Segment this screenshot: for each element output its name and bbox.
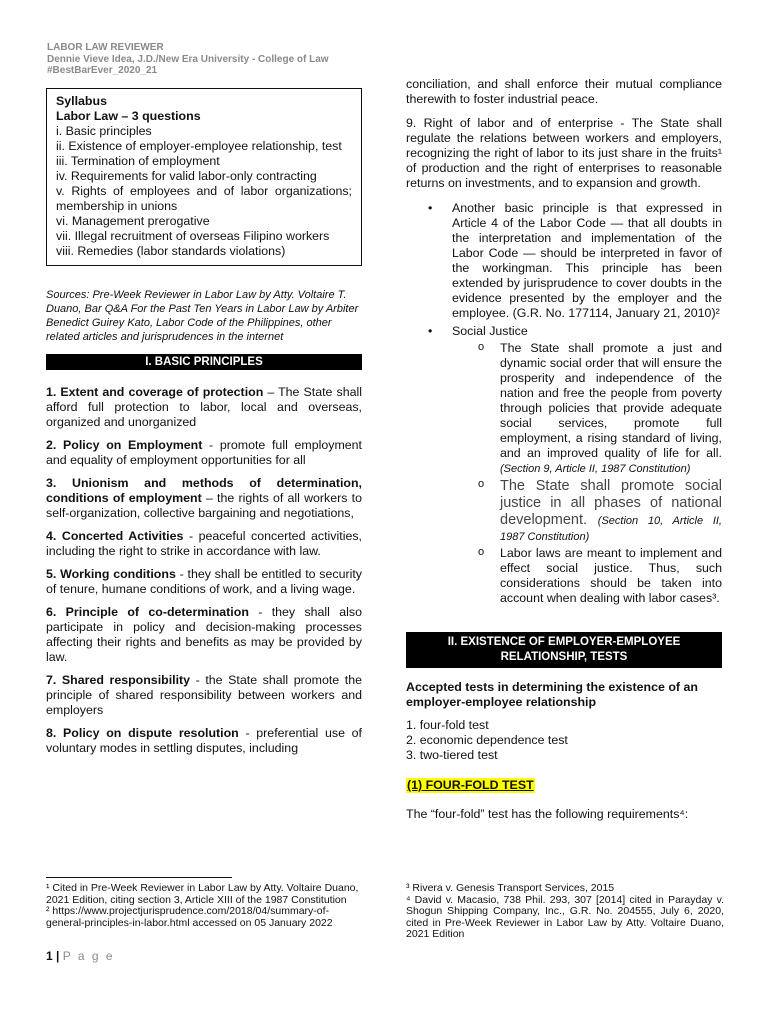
principle-item [46, 385, 362, 430]
bullet-list [406, 201, 722, 606]
tests-heading: Accepted tests in determining the existence of an employer-employee relationship [406, 680, 698, 709]
sub-bullet-text: The State shall promote a just and dynamic social order that will ensure the prosperity and independence of the nation and free the people from poverty through policies that provide adequate social services, promote full employment, a rising standard of living, and an improved quality of life for all. [500, 341, 722, 460]
syllabus-item: vii. Illegal recruitment of overseas Filipino workers [56, 229, 330, 243]
sources-note: Sources: Pre-Week Reviewer in Labor Law by Atty. Voltaire T. Duano, Bar Q&A For the Past Ten Years in Labor Law by Arbiter Benedict Guirey Kato, Labor Code of the Philippines, other related articles and jurisprudences in the internet [46, 289, 359, 343]
test-item: 1. four-fold test [406, 718, 489, 732]
highlighted-subheading: (1) FOUR-FOLD TEST [407, 778, 534, 792]
header-author: Dennie Vieve Idea, J.D./New Era University - College of Law [47, 53, 329, 65]
principle-item [46, 726, 362, 756]
principle-heading: 3. Unionism and methods of determination, conditions of employment [46, 476, 362, 505]
sub-bullet-text: The State shall promote social justice in all phases of national development. [500, 478, 722, 528]
principle-item [46, 605, 362, 665]
test-item: 2. economic dependence test [406, 733, 568, 747]
header-title: LABOR LAW REVIEWER [47, 42, 164, 53]
banner-line: RELATIONSHIP, TESTS [500, 651, 628, 663]
page-label: P a g e [62, 949, 115, 963]
principle-heading: 2. Policy on Employment [46, 438, 203, 452]
footnote-4: ⁴ David v. Macasio, 738 Phil. 293, 307 [2014] cited in Parayday v. Shogun Shipping Company, Inc., G.R. No. 204555, July 6, 2020, cited in Pre-Week Reviewer in Labor Law by Atty. Voltaire Duano, 2021 Edition [406, 893, 724, 940]
section-banner-employer-employee [406, 632, 722, 668]
four-fold-intro: The “four-fold” test has the following requirements⁴: [406, 807, 689, 821]
principle-heading: 4. Concerted Activities [46, 529, 184, 543]
footnotes-right [406, 883, 724, 941]
principle-heading: 7. Shared responsibility [46, 673, 191, 687]
principle-heading: 6. Principle of co-determination [46, 605, 249, 619]
syllabus-subtitle: Labor Law – 3 questions [56, 109, 201, 123]
sub-bullet-item [452, 341, 722, 477]
syllabus-item: ii. Existence of employer-employee relationship, test [56, 139, 342, 153]
principle-text: - promote full employment and equality of employment opportunities for all [46, 438, 363, 467]
tests-list [406, 718, 722, 763]
footnote-1: ¹ Cited in Pre-Week Reviewer in Labor Law by Atty. Voltaire Duano, 2021 Edition, citing section 3, Article XIII of the 1987 Constitution [46, 882, 359, 906]
page-number-value: 1 [46, 949, 53, 963]
principle-item [46, 673, 362, 718]
syllabus-item: iii. Termination of employment [56, 154, 220, 168]
sub-bullet-item [452, 546, 722, 606]
footnotes-left [46, 883, 364, 929]
bullet-item-social-justice [406, 324, 722, 606]
principle-text: - they shall be entitled to security of tenure, humane conditions of work, and a living wage. [46, 567, 362, 596]
principle-heading: 8. Policy on dispute resolution [46, 726, 239, 740]
left-column [46, 88, 362, 764]
principle-text: – The State shall afford full protection to labor, local and overseas, organized and unorganized [46, 385, 362, 429]
footnote-2: ² https://www.projectjurisprudence.com/2018/04/summary-of-general-principles-in-labor.html accessed on 05 January 2022 [46, 905, 333, 929]
principle-item [46, 529, 362, 559]
principle-item [46, 438, 362, 468]
syllabus-item: v. Rights of employees and of labor organizations; membership in unions [56, 184, 352, 213]
principle-item [46, 567, 362, 597]
banner-line: II. EXISTENCE OF EMPLOYER-EMPLOYEE [447, 636, 681, 648]
citation: (Section 10, Article II, 1987 Constitution) [500, 515, 722, 543]
page-number [46, 949, 115, 963]
syllabus-item: viii. Remedies (labor standards violations) [56, 244, 286, 258]
continued-paragraph: conciliation, and shall enforce their mutual compliance therewith to foster industrial peace. [406, 77, 722, 106]
page-separator: | [56, 949, 60, 963]
syllabus-item: vi. Management prerogative [56, 214, 210, 228]
header-hashtag: #BestBarEver_2020_21 [47, 65, 158, 76]
principle-text: - preferential use of voluntary modes in settling disputes, including [46, 726, 362, 755]
syllabus-item: iv. Requirements for valid labor-only contracting [56, 169, 317, 183]
principle-text: - peaceful concerted activities, including the right to strike in accordance with law. [46, 529, 362, 558]
principle-item-9: 9. Right of labor and of enterprise - The State shall regulate the relations between workers and employers, recognizing the right of labor to its just share in the fruits¹ of production and the right of enterprises to reasonable returns on investments, and to expansion and growth. [406, 116, 722, 190]
principle-heading: 5. Working conditions [46, 567, 176, 581]
syllabus-box [46, 88, 362, 266]
principle-heading: 1. Extent and coverage of protection [46, 385, 264, 399]
sub-bullet-item [452, 478, 722, 545]
right-column [406, 77, 722, 822]
bullet-label: Social Justice [452, 324, 528, 338]
footnote-divider [46, 877, 232, 878]
principle-item [46, 476, 362, 521]
footnote-3: ³ Rivera v. Genesis Transport Services, 2015 [406, 882, 615, 894]
section-banner-basic-principles: I. BASIC PRINCIPLES [46, 354, 362, 370]
sub-bullet-text: Labor laws are meant to implement and effect social justice. Thus, such considerations should be taken into account when dealing with labor cases³. [500, 546, 722, 605]
principle-text: - they shall also participate in policy and decision-making processes affecting their rights and benefits as may be provided by law. [46, 605, 363, 664]
principle-text: – the rights of all workers to self-organization, collective bargaining and negotiations, [46, 491, 363, 520]
document-header [47, 42, 367, 77]
test-item: 3. two-tiered test [406, 748, 498, 762]
sub-bullet-list [452, 341, 722, 606]
bullet-item-article-4: • Another basic principle is that expressed in Article 4 of the Labor Code — that all doubts in the interpretation and implementation of the Labor Code — should be interpreted in favor of the workingman. This principle has been extended by jurisprudence to cover doubts in the evidence presented by the employer and the employee. (G.R. No. 177114, January 21, 2010)² [406, 201, 722, 321]
syllabus-title: Syllabus [56, 94, 107, 108]
citation: (Section 9, Article II, 1987 Constitution) [500, 463, 691, 475]
syllabus-item: i. Basic principles [56, 124, 152, 138]
principle-text: - the State shall promote the principle of shared responsibility between workers and employers [46, 673, 362, 717]
